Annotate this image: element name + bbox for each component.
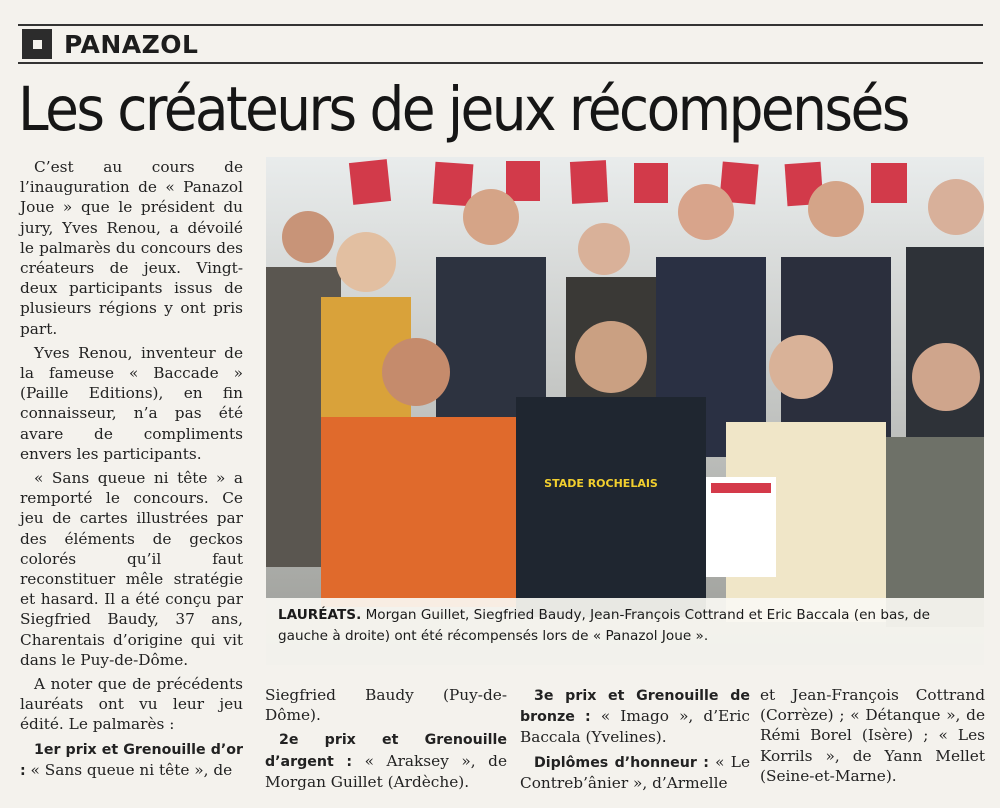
prize-text: « Le Contreb’ânier », d’Armelle [520,752,751,792]
prize-paragraph [265,729,507,792]
rubric-square-icon [22,29,52,59]
paragraph: C’est au cours de l’inauguration de « Panazol Joue » que le président du jury, Yves Renou, a dévoilé le palmarès du concours des créateurs de jeux. Vingt-deux participants issus de plusieurs régions y ont pris part. [20,158,243,338]
group-photo-image [266,157,984,665]
article-column-4 [760,685,985,790]
shirt-text: STADE ROCHELAIS [544,477,658,490]
prize-lead: 1er prix et Grenouille d’or : [20,741,243,779]
rubric-bar [18,24,983,64]
prize-text: « Araksey », de Morgan Guillet (Ardèche). [265,751,507,791]
caption-text: Morgan Guillet, Siegfried Baudy, Jean-François Cottrand et Eric Baccala (en bas, de gauche à droite) ont été récompensés lors de « Panazol Joue ». [278,607,931,644]
article-column-1 [20,157,243,785]
paragraph: et Jean-François Cottrand (Corrèze) ; « Détanque », de Rémi Borel (Isère) ; « Les Korrils », de Yann Mellet (Seine-et-Marne). [760,686,985,785]
paragraph: Yves Renou, inventeur de la fameuse « Baccade » (Paille Editions), en fin connaisseur, n’a pas été avare de compliments envers les participants. [20,343,243,463]
prize-lead: 3e prix et Grenouille de bronze : [520,688,750,726]
headline: Les créateurs de jeux récompensés [18,74,908,145]
paragraph: « Sans queue ni tête » a remporté le concours. Ce jeu de cartes illustrées par des éléments de geckos colorés qu’il faut reconstituer mêle stratégie et hasard. Il a été conçu par Siegfried Baudy, 37 ans, Charentais d’origine qui vit dans le Puy-de-Dôme. [20,469,243,669]
prize-lead: Diplômes d’honneur : [534,754,709,771]
prize-paragraph [520,685,750,748]
paragraph: Siegfried Baudy (Puy-de-Dôme). [265,686,507,725]
prize-text: « Imago », d’Eric Baccala (Yvelines). [520,707,750,747]
prize-paragraph [20,739,243,781]
rubric-title: PANAZOL [64,29,199,59]
photo-caption [266,598,984,665]
prize-paragraph [520,752,750,793]
prize-lead: 2e prix et Grenouille d’argent : [265,732,507,770]
article-column-3 [520,685,750,797]
paragraph: A noter que de précédents lauréats ont vu leur jeu édité. Le palmarès : [20,675,243,734]
photo [266,157,984,665]
prize-text: « Sans queue ni tête », de [25,760,233,779]
caption-lead: LAURÉATS. [278,607,362,623]
article-column-2 [265,685,507,796]
